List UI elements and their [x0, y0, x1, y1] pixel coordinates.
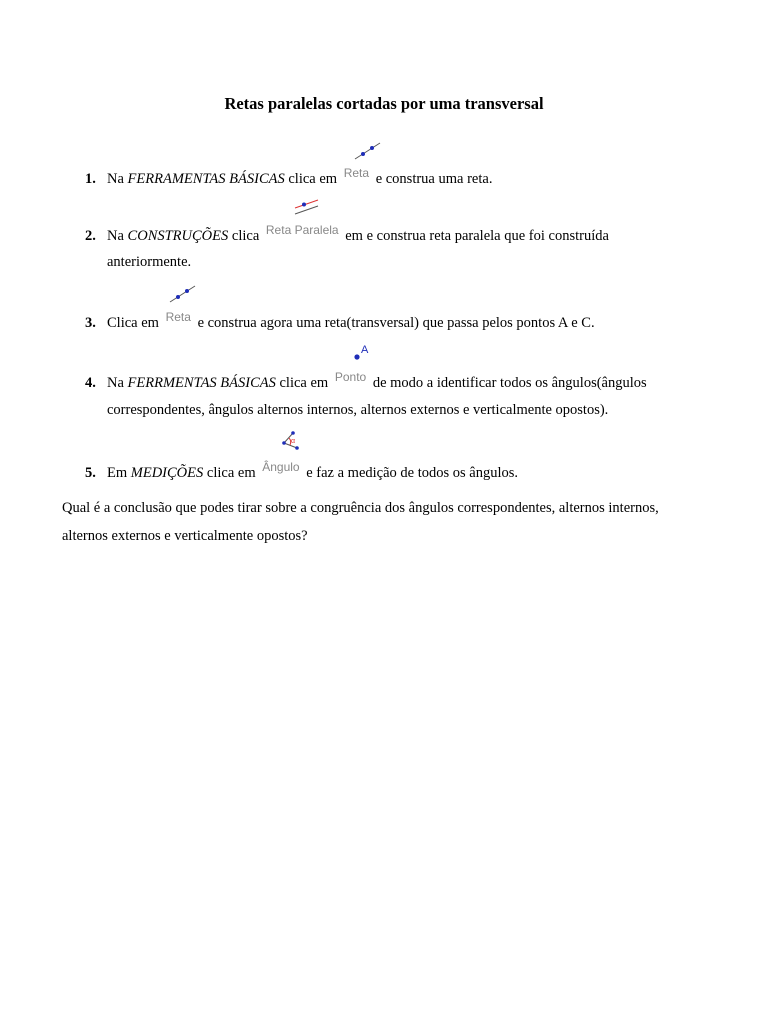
point-icon-label: A: [361, 344, 369, 356]
step-1-text: [107, 166, 493, 188]
step-5-post: e faz a medição de todos os ângulos.: [306, 465, 519, 481]
conclusion-line-1: Qual é a conclusão que podes tirar sobre a congruência dos ângulos correspondentes, alternos internos,: [62, 500, 659, 516]
svg-text:α: α: [291, 438, 296, 445]
step-1-emphasis: FERRAMENTAS BÁSICAS: [127, 171, 285, 187]
step-2-text: [107, 223, 609, 245]
step-4-text: [107, 370, 647, 392]
angle-tool-icon: [280, 430, 304, 452]
step-5-mid: clica em: [203, 465, 256, 481]
line-tool-icon: [169, 284, 197, 304]
step-3-pre: Clica em: [107, 315, 159, 331]
ponto-tool-label[interactable]: Ponto: [334, 370, 367, 384]
step-2-number: 2.: [85, 228, 96, 244]
step-3-post: e construa agora uma reta(transversal) que passa pelos pontos A e C.: [197, 315, 595, 331]
step-3-number: 3.: [85, 315, 96, 331]
step-4-number: 4.: [85, 375, 96, 391]
step-4-post: de modo a identificar todos os ângulos(ângulos: [372, 375, 647, 391]
step-4-pre: Na: [107, 375, 128, 391]
point-tool-icon: [350, 342, 374, 362]
step-5-number: 5.: [85, 465, 96, 481]
step-2-emphasis: CONSTRUÇÕES: [127, 228, 229, 244]
reta-tool-label[interactable]: Reta: [165, 310, 191, 324]
step-5-pre: Em: [107, 465, 131, 481]
step-5-emphasis: MEDIÇÕES: [130, 465, 204, 481]
page-title: Retas paralelas cortadas por uma transversal: [224, 94, 544, 113]
step-1-number: 1.: [85, 171, 96, 187]
line-tool-icon: [354, 141, 382, 161]
step-4-emphasis: FERRMENTAS BÁSICAS: [127, 375, 276, 391]
step-2-pre: Na: [107, 228, 128, 244]
step-2-mid: clica: [228, 228, 260, 244]
step-1-pre: Na: [107, 171, 128, 187]
step-2-post: em e construa reta paralela que foi construída: [345, 228, 609, 244]
step-5-text: [107, 460, 519, 482]
conclusion-line-2: alternos externos e verticalmente opostos?: [62, 528, 308, 544]
parallel-line-tool-icon: [294, 198, 320, 216]
step-4-continuation: correspondentes, ângulos alternos internos, alternos externos e verticalmente opostos).: [107, 402, 609, 418]
reta-tool-label[interactable]: Reta: [343, 166, 370, 180]
step-1-post: e construa uma reta.: [375, 171, 493, 187]
step-2-continuation: anteriormente.: [107, 254, 192, 270]
step-3-text: [107, 310, 595, 332]
step-1-mid: clica em: [284, 171, 338, 187]
reta-paralela-tool-label[interactable]: Reta Paralela: [265, 223, 339, 237]
angulo-tool-label[interactable]: Ângulo: [262, 460, 300, 474]
step-4-mid: clica em: [275, 375, 329, 391]
